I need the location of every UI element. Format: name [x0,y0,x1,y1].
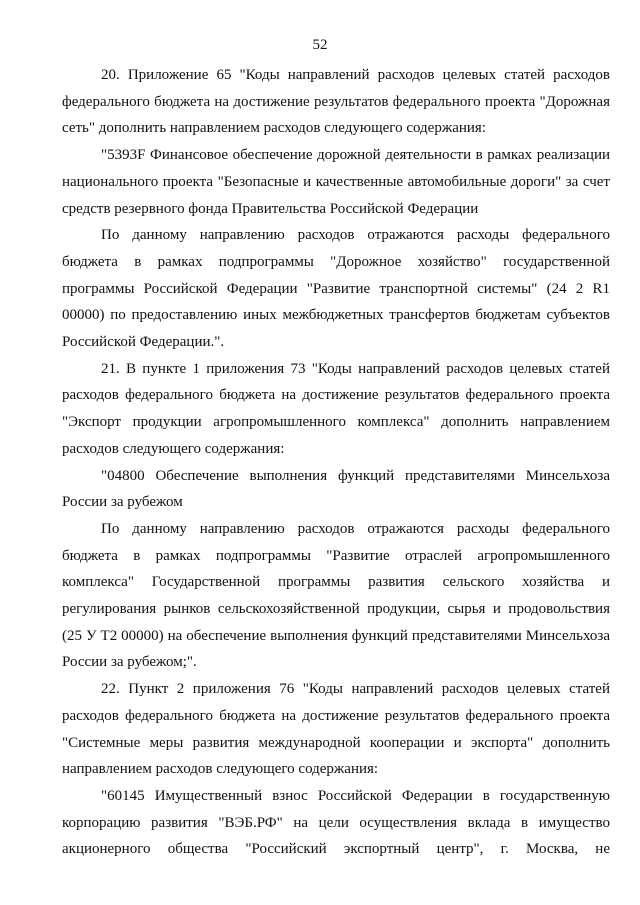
document-body [62,62,610,863]
paragraph-code-04800: "04800 Обеспечение выполнения функций представителями Минсельхоза России за рубежом [62,467,610,511]
paragraph-description-5393f: По данному направлению расходов отражаются расходы федерального бюджета в рамках подпрограммы "Дорожное хозяйство" государственной программы Российской Федерации "Развитие транспортной системы" (24 2 R1 00000) по предоставлению иных межбюджетных трансфертов бюджетам субъектов Российской Федерации.". [62,227,610,351]
paragraph-item-21: 21. В пункте 1 приложения 73 "Коды направлений расходов целевых статей расходов федерального бюджета на достижение результатов федерального проекта "Экспорт продукции агропромышленного комплекса" дополнить направлением расходов следующего содержания: [62,360,610,457]
paragraph-code-60145: "60145 Имущественный взнос Российской Федерации в государственную корпорацию развития "ВЭБ.РФ" на цели осуществления вклада в имущество акционерного общества "Российский экспортный центр", г. Москва, не [62,787,610,858]
paragraph-item-20: 20. Приложение 65 "Коды направлений расходов целевых статей расходов федерального бюджета на достижение результатов федерального проекта "Дорожная сеть" дополнить направлением расходов следующего содержания: [62,67,610,137]
paragraph-code-5393f: "5393F Финансовое обеспечение дорожной деятельности в рамках реализации национального проекта "Безопасные и качественные автомобильные дороги" за счет средств резервного фонда Правительства Российской Федерации [62,147,610,217]
page-number: 52 [312,37,328,53]
paragraph-item-22: 22. Пункт 2 приложения 76 "Коды направлений расходов целевых статей расходов федерального бюджета на достижение результатов федерального проекта "Системные меры развития международной кооперации и экспорта" дополнить направлением расходов следующего содержания: [62,681,610,778]
paragraph-description-04800: По данному направлению расходов отражаются расходы федерального бюджета в рамках подпрограммы "Развитие отраслей агропромышленного комплекса" Государственной программы развития сельского хозяйства и регулирования рынков сельскохозяйственной продукции, сырья и продовольствия (25 У Т2 00000) на обеспечение выполнения функций представителями Минсельхоза России за рубежом;". [62,520,610,671]
